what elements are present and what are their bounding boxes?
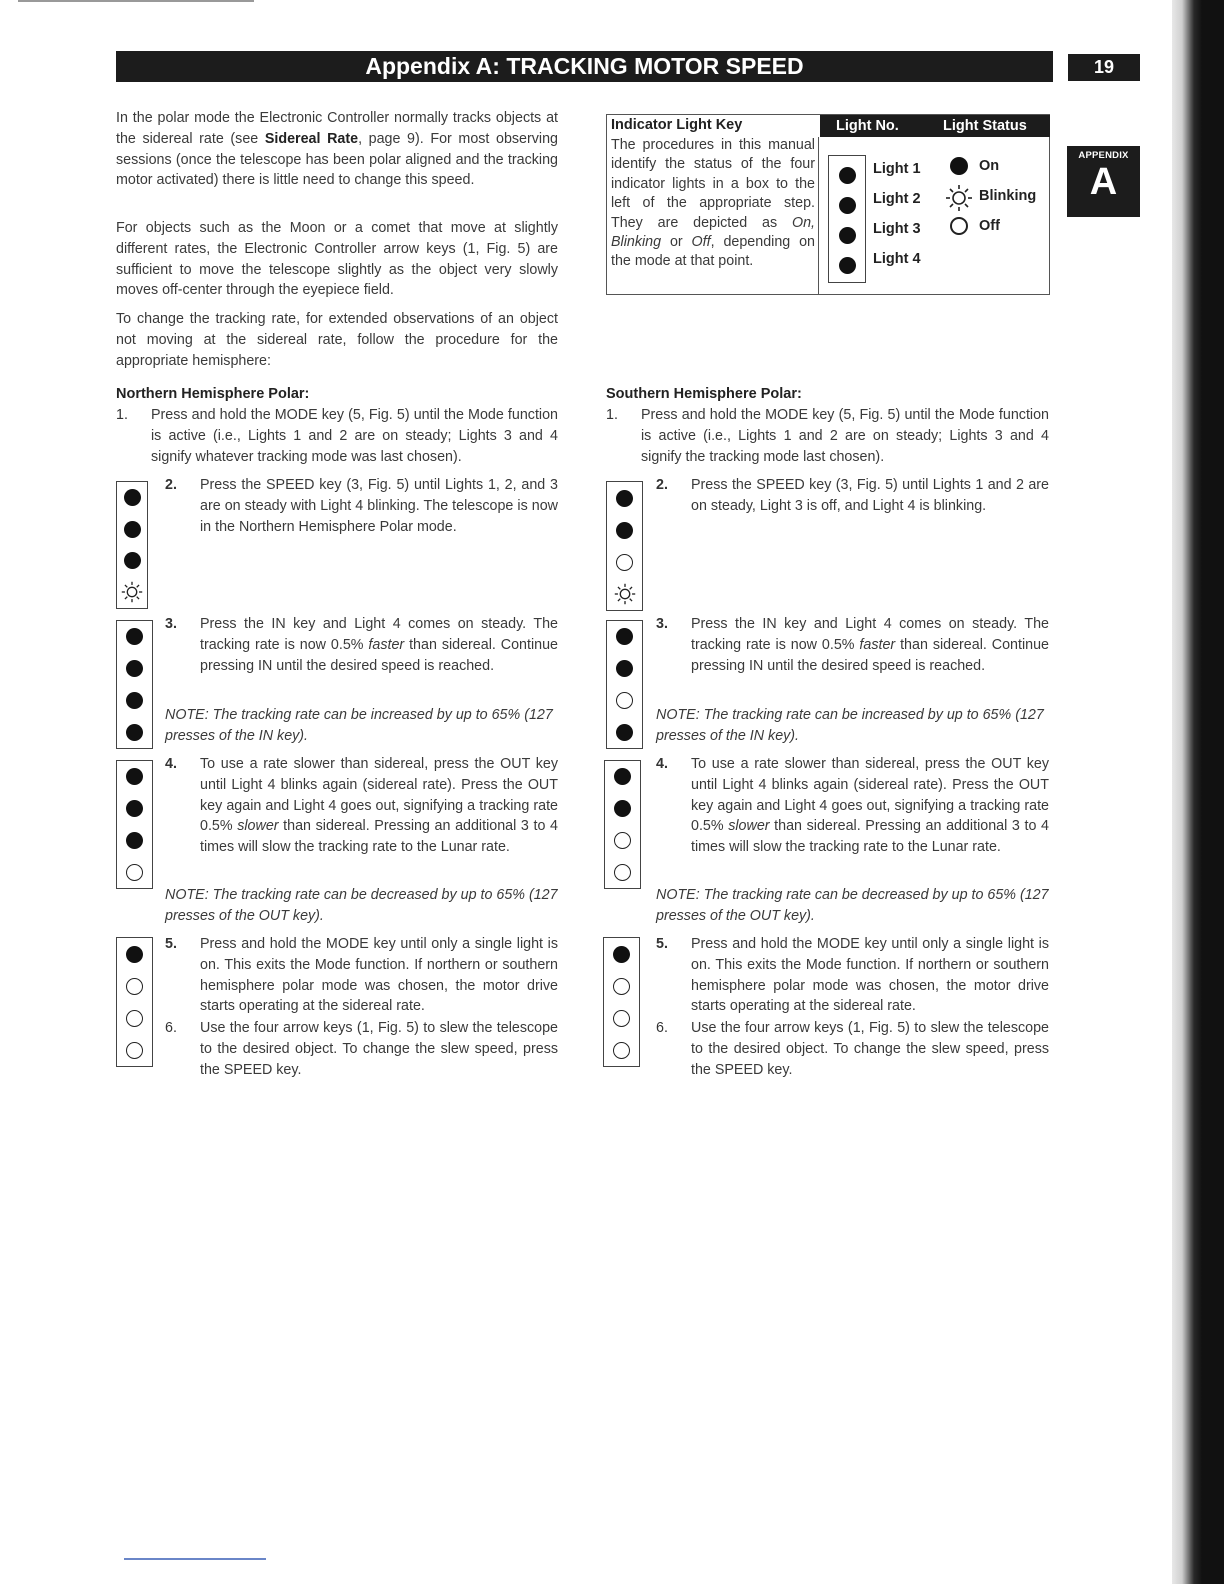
indicator-light-on-icon [614,800,631,817]
key-text-off: Off [691,234,711,251]
north-step-6-number: 6. [165,1020,177,1036]
indicator-light-on-icon [616,490,633,507]
bottom-rule [124,1558,266,1560]
north-step-3-emphasis: faster [368,636,405,653]
north-step-3-text [200,614,558,676]
north-step-4-text-b: than sidereal. Pressing an additional 3 to 4 times will slow the tracking rate to the Lunar rate. [200,818,558,856]
intro-p1-text-b: , page 9). For most observing sessions (once the telescope has been polar aligned and the tracking motor activated) there is little need to change this speed. [116,130,558,189]
indicator-light-on-icon [613,946,630,963]
page-number: 19 [1068,54,1140,81]
indicator-light-on-icon [124,552,141,569]
intro-p1-bold: Sidereal Rate [264,130,359,147]
intro-paragraph-2: For objects such as the Moon or a comet that move at slightly different rates, the Electronic Controller arrow keys (1, Fig. 5) are sufficient to move the telescope slightly as the object very slowly moves off-center through the eyepiece field. [116,220,558,299]
north-step-3-text-b: than sidereal. Continue pressing IN until the desired speed is reached. [200,636,559,674]
north-step-4-text [200,754,558,858]
indicator-light-on-icon [124,521,141,538]
indicator-light-on-icon [616,724,633,741]
south-step-5-text: Press and hold the MODE key until only a single light is on. This exits the Mode function. If northern or southern hemisphere polar mode was chosen, the motor drive starts operating at the sidereal rate. [691,936,1049,1015]
indicator-light-on-icon [616,522,633,539]
top-rule [18,0,254,2]
south-step-5-lights [603,937,640,1067]
indicator-light-blink-icon [614,583,636,605]
north-step-3-number: 3. [165,616,177,632]
appendix-tab-letter: A [1089,161,1118,203]
indicator-light-on-icon [126,768,143,785]
south-step-2 [656,475,1049,517]
north-step-5 [165,934,558,1017]
appendix-tab [1067,146,1140,217]
south-step-3-text-a: Press the IN key and Light 4 comes on steady. The tracking rate is now 0.5% [691,616,1049,653]
north-step-1 [116,405,558,467]
south-step-4-number: 4. [656,756,668,772]
north-step-6 [165,1018,558,1080]
south-step-3-number: 3. [656,616,668,632]
north-step-2-number: 2. [165,477,177,493]
indicator-light-on-icon [616,628,633,645]
key-light-3-label: Light 3 [873,221,921,237]
key-light-4-label: Light 4 [873,251,921,267]
south-step-1-text: Press and hold the MODE key (5, Fig. 5) until the Mode function is active (i.e., Lights 1 and 2 are on steady; Lights 3 and 4 signify the tracking mode last chosen). [641,407,1049,465]
key-divider [818,137,819,295]
page-edge-shadow [1172,0,1224,1584]
indicator-light-on-icon [126,660,143,677]
south-step-3 [656,614,1049,676]
south-step-2-lights [606,481,643,611]
north-step-2 [165,475,558,537]
south-step-1-number: 1. [606,407,618,423]
indicator-light-off-icon [616,692,633,709]
key-light-4-icon [839,257,856,274]
indicator-light-on-icon [616,660,633,677]
key-light-1-label: Light 1 [873,161,921,177]
indicator-light-off-icon [614,832,631,849]
south-step-4-lights [604,760,641,889]
indicator-light-off-icon [126,1010,143,1027]
north-step-3-lights [116,620,153,749]
indicator-light-on-icon [126,832,143,849]
key-light-2-label: Light 2 [873,191,921,207]
indicator-light-off-icon [616,554,633,571]
north-step-5-number: 5. [165,936,177,952]
south-step-1 [606,405,1049,467]
south-step-6 [656,1018,1049,1080]
page-title: Appendix A: TRACKING MOTOR SPEED [116,51,1053,82]
north-step-5-text: Press and hold the MODE key until only a single light is on. This exits the Mode function. If northern or southern hemisphere polar mode was chosen, the motor drive starts operating at the sidereal rate. [200,936,558,1015]
indicator-light-on-icon [126,800,143,817]
north-heading: Northern Hemisphere Polar: [116,386,310,402]
south-step-6-text: Use the four arrow keys (1, Fig. 5) to slew the telescope to the desired object. To change the slew speed, press the SPEED key. [691,1020,1049,1078]
north-note-2: NOTE: The tracking rate can be decreased by up to 65% (127 presses of the OUT key). [165,887,558,924]
intro-p1-text-a: In the polar mode the Electronic Controller normally tracks objects at the sidereal rate (see [116,110,558,147]
key-text-b: , depending on the mode at that point. [611,234,815,270]
col-light-no: Light No. [836,118,899,134]
key-light-1-icon [839,167,856,184]
north-step-4-lights [116,760,153,889]
key-light-box [828,155,866,283]
key-light-3-icon [839,227,856,244]
north-step-5-lights [116,937,153,1067]
status-off-label: Off [979,218,1000,234]
south-step-3-text [691,614,1049,676]
south-note-2: NOTE: The tracking rate can be decreased by up to 65% (127 presses of the OUT key). [656,887,1049,924]
intro-paragraph-1 [116,108,558,191]
north-step-2-text: Press the SPEED key (3, Fig. 5) until Lights 1, 2, and 3 are on steady with Light 4 blinking. The telescope is now in the Northern Hemisphere Polar mode. [200,477,558,535]
status-off-icon [950,217,968,235]
key-text-or: or [661,234,692,251]
south-step-2-number: 2. [656,477,668,493]
indicator-light-on-icon [126,692,143,709]
indicator-light-off-icon [613,978,630,995]
north-step-6-text: Use the four arrow keys (1, Fig. 5) to slew the telescope to the desired object. To change the slew speed, press the SPEED key. [200,1020,558,1078]
south-step-4-text-b: than sidereal. Pressing an additional 3 to 4 times will slow the tracking rate to the Lunar rate. [691,818,1049,856]
indicator-light-blink-icon [121,581,143,603]
north-step-4-emphasis: slower [237,818,279,835]
status-blinking-icon [945,184,973,212]
indicator-light-off-icon [126,978,143,995]
intro-paragraph-3: To change the tracking rate, for extended observations of an object not moving at the sidereal rate, follow the procedure for the appropriate hemisphere: [116,311,558,369]
south-step-4 [656,754,1049,858]
key-title: Indicator Light Key [611,117,743,133]
indicator-light-off-icon [614,864,631,881]
indicator-light-on-icon [126,724,143,741]
key-description [611,136,815,272]
north-step-4 [165,754,558,858]
north-step-3 [165,614,558,676]
north-step-4-text-a: To use a rate slower than sidereal, press the OUT key until Light 4 blinks again (sidereal rate). Press the OUT key again and Light 4 goes out, signifying a tracking rate 0.5% [200,756,558,835]
key-header-bar [820,115,1050,137]
indicator-light-on-icon [124,489,141,506]
south-step-4-text-a: To use a rate slower than sidereal, press the OUT key until Light 4 blinks again (sidereal rate). Press the OUT key again and Light 4 goes out, signifying a tracking rate 0.5% [691,756,1049,835]
key-text-on: On, [791,214,815,231]
north-step-1-text: Press and hold the MODE key (5, Fig. 5) until the Mode function is active (i.e., Lights 1 and 2 are on steady; Lights 3 and 4 signify whatever tracking mode was last chosen). [151,407,558,465]
south-step-4-emphasis: slower [728,818,770,835]
south-step-4-text [691,754,1049,858]
south-step-6-number: 6. [656,1020,668,1036]
south-step-3-lights [606,620,643,749]
status-blinking-label: Blinking [979,188,1037,204]
appendix-tab-label: APPENDIX [1078,150,1129,161]
south-step-5 [656,934,1049,1017]
south-step-3-text-b: than sidereal. Continue pressing IN until the desired speed is reached. [691,636,1050,674]
north-step-4-number: 4. [165,756,177,772]
indicator-light-key [606,114,1050,295]
north-note-1: NOTE: The tracking rate can be increased by up to 65% (127 presses of the IN key). [165,707,553,744]
south-step-5-number: 5. [656,936,668,952]
key-text-blinking: Blinking [611,234,662,251]
north-step-2-lights [116,481,148,609]
col-light-status: Light Status [943,118,1027,134]
indicator-light-off-icon [126,864,143,881]
south-heading: Southern Hemisphere Polar: [606,386,802,402]
key-text-a: The procedures in this manual identify the status of the four indicator lights in a box to the left of the appropriate step. They are depicted as [611,137,815,231]
status-on-label: On [979,158,1000,174]
indicator-light-on-icon [126,628,143,645]
status-on-icon [950,157,968,175]
indicator-light-on-icon [614,768,631,785]
indicator-light-on-icon [126,946,143,963]
indicator-light-off-icon [126,1042,143,1059]
indicator-light-off-icon [613,1042,630,1059]
south-step-2-text: Press the SPEED key (3, Fig. 5) until Lights 1 and 2 are on steady, Light 3 is off, and Light 4 is blinking. [691,477,1049,514]
north-step-1-number: 1. [116,407,128,423]
indicator-light-off-icon [613,1010,630,1027]
north-step-3-text-a: Press the IN key and Light 4 comes on steady. The tracking rate is now 0.5% [200,616,558,653]
key-light-2-icon [839,197,856,214]
south-note-1: NOTE: The tracking rate can be increased by up to 65% (127 presses of the IN key). [656,707,1044,744]
south-step-3-emphasis: faster [859,636,896,653]
